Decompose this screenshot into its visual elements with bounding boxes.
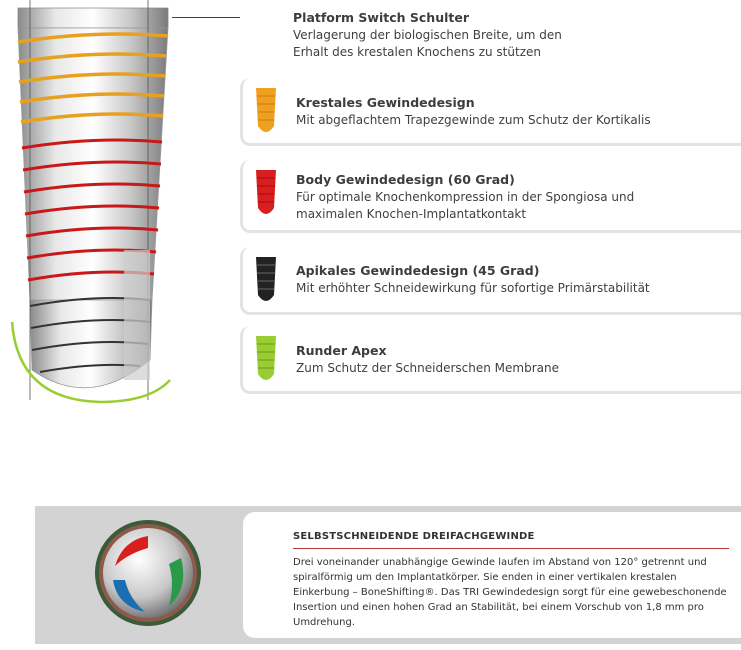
tri-thread-card xyxy=(243,512,741,638)
feature-title: Body Gewindedesign (60 Grad) xyxy=(296,172,515,187)
feature-title: Krestales Gewindedesign xyxy=(296,95,475,110)
feature-platform-switch xyxy=(240,0,741,70)
tri-description: Drei voneinander unabhängige Gewinde laufen im Abstand von 120° getrennt und spiralförmig um den Implantatkörper. Sie enden in einer vertikalen krestalen Einkerbung – BoneShifting®. Das TRI Gewindedesign sorgt für eine gewebeschonende Insertion und einen hohen Grad an Stabilität, bei einem Vorschub von 1,8 mm pro Umdrehung. xyxy=(293,557,727,628)
orange-implant-icon xyxy=(255,86,277,138)
feature-apical-thread xyxy=(240,247,741,315)
feature-crestal-thread xyxy=(240,78,741,146)
implant-illustration xyxy=(0,0,240,410)
feature-desc-line: Mit erhöhter Schneidewirkung für sofortige Primärstabilität xyxy=(296,281,650,295)
feature-desc-line: Erhalt des krestalen Knochens zu stützen xyxy=(293,45,541,59)
green-implant-icon xyxy=(255,334,277,386)
feature-desc-line: maximalen Knochen-Implantatkontakt xyxy=(296,207,527,221)
tri-title: SELBSTSCHNEIDENDE DREIFACHGEWINDE xyxy=(293,531,535,542)
black-implant-icon xyxy=(255,255,277,307)
thread-cross-section-icon xyxy=(93,518,203,628)
tri-divider xyxy=(293,548,729,549)
feature-title: Apikales Gewindedesign (45 Grad) xyxy=(296,263,540,278)
feature-desc-line: Zum Schutz der Schneiderschen Membrane xyxy=(296,361,559,375)
feature-title: Platform Switch Schulter xyxy=(293,10,470,25)
feature-body-thread xyxy=(240,160,741,233)
red-implant-icon xyxy=(255,168,277,220)
feature-desc-line: Für optimale Knochenkompression in der Spongiosa und xyxy=(296,190,635,204)
feature-title: Runder Apex xyxy=(296,343,387,358)
feature-desc-line: Verlagerung der biologischen Breite, um den xyxy=(293,28,562,42)
feature-desc-line: Mit abgeflachtem Trapezgewinde zum Schutz der Kortikalis xyxy=(296,113,651,127)
tri-thread-panel xyxy=(35,506,741,644)
feature-round-apex xyxy=(240,326,741,394)
